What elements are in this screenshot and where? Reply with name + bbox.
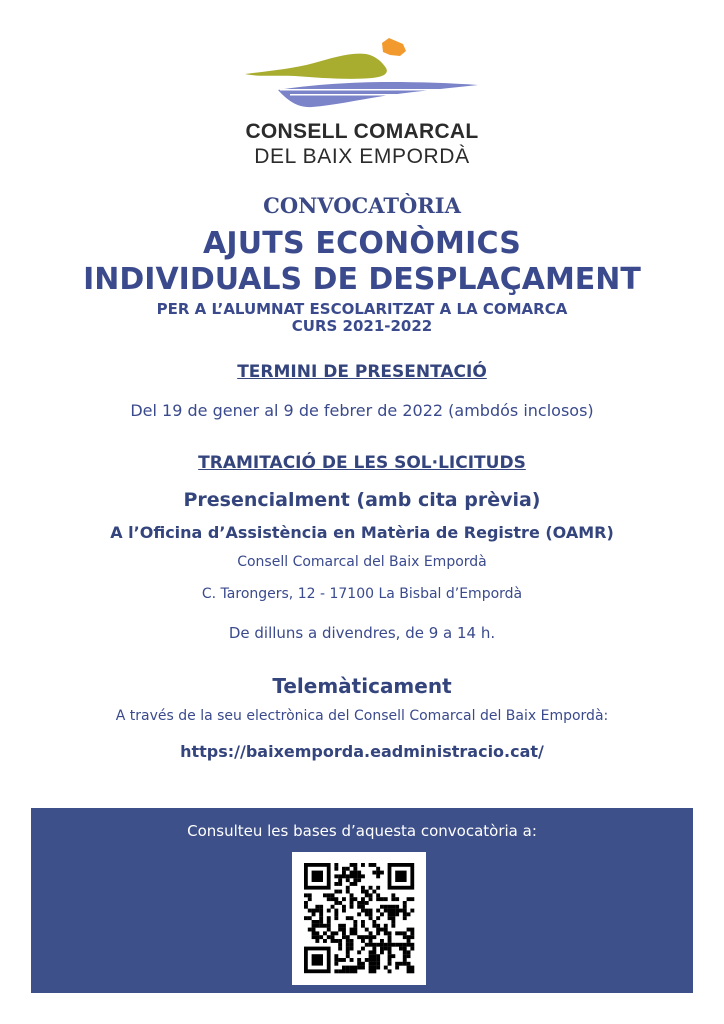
deadline-heading: TERMINI DE PRESENTACIÓ [237,362,487,382]
logo-land-shape [245,54,387,79]
logo-sun-shape [382,38,406,56]
online-title: Telemàticament [272,674,452,698]
processing-heading-row [0,453,724,473]
title-kicker: CONVOCATÒRIA [263,193,461,218]
qr-code-icon [292,852,426,985]
office-name: A l’Oficina d’Assistència en Matèria de Registre (OAMR) [110,523,614,542]
office-org: Consell Comarcal del Baix Empordà [237,554,487,570]
deadline-heading-row [0,362,724,382]
title-line4: CURS 2021-2022 [291,317,433,335]
org-name-line2: DEL BAIX EMPORDÀ [254,145,470,168]
online-url-row [0,742,724,761]
deadline-dates: Del 19 de gener al 9 de febrer de 2022 (ambdós inclosos) [130,401,594,420]
online-text: A través de la seu electrònica del Consell Comarcal del Baix Empordà: [115,708,609,724]
qr-code-frame[interactable] [292,852,426,985]
consult-banner [31,808,693,993]
online-url-link[interactable]: https://baixemporda.eadministracio.cat/ [180,742,544,761]
org-name-line1: CONSELL COMARCAL [245,120,479,143]
office-address: C. Tarongers, 12 - 17100 La Bisbal d’Empordà [201,586,523,602]
consult-text: Consulteu les bases d’aquesta convocatòria a: [187,822,537,840]
consell-comarcal-logo [240,35,485,115]
processing-heading: TRAMITACIÓ DE LES SOL·LICITUDS [198,453,526,473]
title-line1: AJUTS ECONÒMICS [202,226,522,261]
in-person-title: Presencialment (amb cita prèvia) [183,489,541,511]
title-line2: INDIVIDUALS DE DESPLAÇAMENT [83,262,641,297]
office-hours: De dilluns a divendres, de 9 a 14 h. [228,624,496,642]
title-line3: PER A L’ALUMNAT ESCOLARITZAT A LA COMARCA [156,300,568,318]
